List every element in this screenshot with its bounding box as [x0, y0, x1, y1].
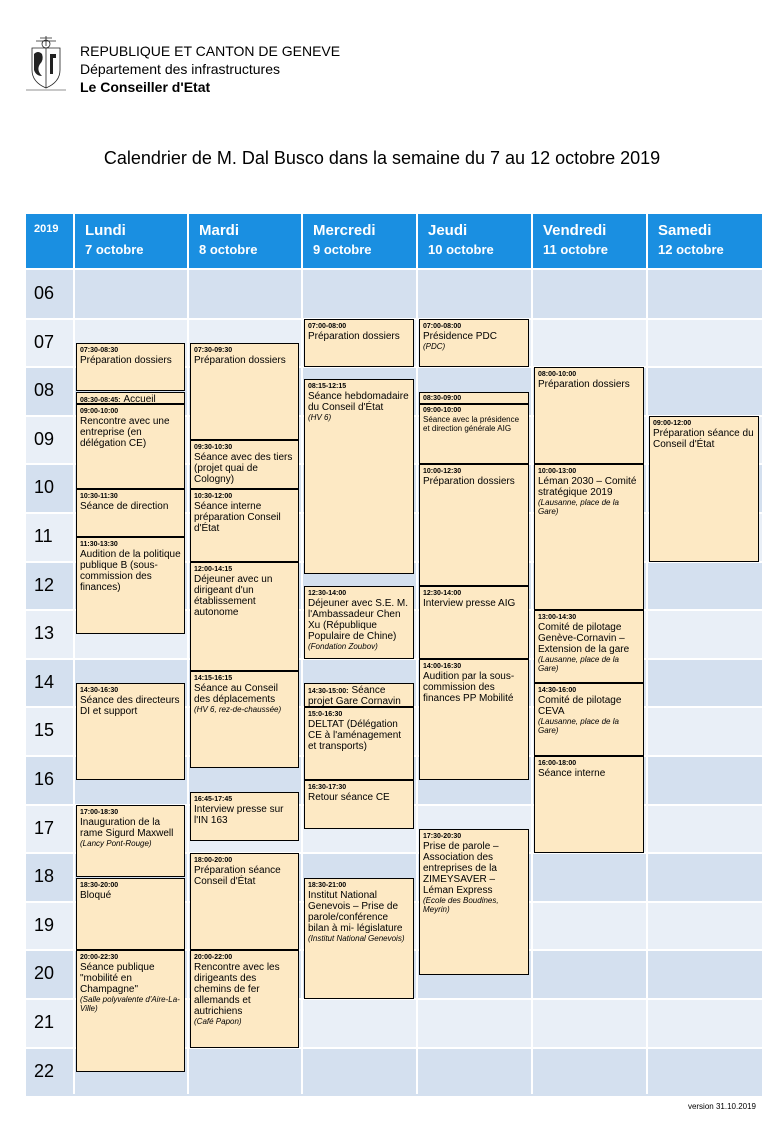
event-location: (Lausanne, place de la Gare) [538, 655, 619, 674]
day-header [188, 214, 302, 268]
event-title: Séance projet Gare Cornavin [308, 685, 401, 708]
calendar-event[interactable] [190, 671, 299, 768]
calendar-event[interactable] [304, 379, 414, 573]
calendar-event[interactable] [190, 853, 299, 950]
event-time: 10:30-12:00 [194, 492, 233, 500]
event-title: Comité de pilotage Genève-Cornavin – Extension de la gare [538, 622, 630, 656]
day-header [417, 214, 532, 268]
event-time: 10:00-12:30 [423, 468, 462, 476]
calendar-event[interactable] [190, 489, 299, 562]
day-header [74, 214, 188, 268]
event-time: 12:00-14:15 [194, 565, 233, 573]
event-location: (Salle polyvalente d'Aire-La-Ville) [80, 995, 180, 1014]
event-title: Retour séance CE [308, 792, 390, 804]
calendar-event[interactable] [76, 392, 185, 404]
hour-label: 12 [34, 574, 55, 595]
calendar-event[interactable] [534, 464, 644, 610]
header-divider [26, 268, 762, 270]
calendar-event[interactable] [649, 416, 759, 562]
event-location: (PDC) [423, 341, 446, 351]
event-time: 18:00-20:00 [194, 857, 233, 865]
event-time: 14:30-16:30 [80, 687, 119, 695]
event-location: (Institut National Genevois) [308, 933, 405, 943]
day-date: 12 octobre [658, 242, 724, 257]
hour-label: 17 [34, 817, 55, 838]
calendar-event[interactable] [534, 367, 644, 464]
event-time: 15:0-16:30 [308, 711, 343, 719]
calendar-event[interactable] [304, 780, 414, 829]
calendar-event[interactable] [76, 805, 185, 878]
event-title: Séance hebdomadaire du Conseil d'État [308, 391, 409, 414]
event-time: 07:30-08:30 [80, 346, 119, 354]
column-divider [187, 214, 189, 1094]
event-title: Accueil [123, 393, 156, 404]
column-divider [73, 214, 75, 1094]
event-time: 14:00-16:30 [423, 662, 462, 670]
calendar-event[interactable] [419, 392, 529, 404]
event-title: Préparation dossiers [423, 476, 515, 488]
column-divider [646, 214, 648, 1094]
hour-label: 08 [34, 380, 55, 401]
calendar-event[interactable] [304, 707, 414, 780]
day-name: Samedi [658, 222, 712, 239]
column-divider [531, 214, 533, 1094]
hour-label: 06 [34, 283, 55, 303]
event-title: Séance interne [538, 768, 606, 779]
event-title: Préparation dossiers [308, 330, 400, 342]
hour-label: 19 [34, 914, 55, 935]
version-label: version 31.10.2019 [687, 1102, 756, 1111]
department-line: Département des infrastructures [80, 61, 280, 77]
event-location: (Lausanne, place de la Gare) [538, 498, 619, 517]
geneva-crest-icon [22, 34, 70, 96]
column-divider [416, 214, 418, 1094]
event-title: Comité de pilotage CEVA [538, 695, 622, 718]
event-time: 18:30-20:00 [80, 881, 119, 889]
event-title: Institut National Genevois – Prise de parole/conférence bilan à mi- législature [308, 889, 403, 934]
day-name: Jeudi [428, 222, 468, 239]
event-time: 14:30-15:00: [308, 688, 349, 696]
event-time: 14:30-16:00 [538, 687, 577, 695]
event-title: Préparation séance Conseil d'État [194, 865, 281, 888]
calendar-event[interactable] [190, 440, 299, 489]
day-header [647, 214, 762, 268]
calendar-event[interactable] [76, 343, 185, 392]
calendar-event[interactable] [304, 878, 414, 1000]
calendar-event[interactable] [76, 404, 185, 489]
day-name: Lundi [85, 222, 126, 239]
event-time: 07:30-09:30 [194, 346, 233, 354]
republic-line: REPUBLIQUE ET CANTON DE GENEVE [80, 43, 341, 59]
event-time: 14:15-16:15 [194, 674, 233, 682]
event-title: Séance des directeurs DI et support [80, 695, 180, 718]
event-title: Interview presse AIG [423, 597, 516, 609]
calendar-header-row [26, 214, 762, 268]
event-title: Séance publique "mobilité en Champagne" [80, 962, 155, 996]
event-time: 08:15-12:15 [308, 383, 347, 391]
event-time: 17:30-20:30 [423, 832, 462, 840]
event-title: Inauguration de la rame Sigurd Maxwell [80, 816, 174, 839]
calendar-event[interactable] [304, 586, 414, 659]
event-time: 18:30-21:00 [308, 881, 347, 889]
event-title: Audition par la sous-commission des finances PP Mobilité [423, 670, 515, 704]
event-time: 08:30-08:45: [80, 396, 121, 404]
event-title: Préparation dossiers [194, 354, 286, 366]
day-header [302, 214, 417, 268]
day-name: Vendredi [543, 222, 607, 239]
event-title: Séance avec la présidence et direction générale AIG [423, 414, 520, 433]
event-title: DELTAT (Délégation CE à l'aménagement et transports) [308, 719, 402, 753]
event-title: Présidence PDC [423, 330, 497, 342]
event-title: Séance avec des tiers (projet quai de Cologny) [194, 452, 293, 486]
event-title: Séance au Conseil des déplacements [194, 682, 278, 705]
hour-label: 11 [34, 526, 53, 546]
event-time: 13:00-14:30 [538, 614, 577, 622]
hour-label: 09 [34, 428, 55, 449]
event-time: 20:00-22:30 [80, 954, 119, 962]
hour-label: 13 [34, 623, 55, 644]
event-title: Léman 2030 – Comité stratégique 2019 [538, 476, 637, 499]
hour-row [26, 270, 762, 319]
calendar-event[interactable] [419, 659, 529, 781]
calendar-event[interactable] [304, 319, 414, 368]
day-date: 9 octobre [313, 242, 372, 257]
event-location: (Café Papon) [194, 1017, 242, 1027]
day-date: 7 octobre [85, 242, 144, 257]
calendar-event[interactable] [76, 683, 185, 780]
event-title: Séance de direction [80, 500, 169, 512]
event-time: 07:00-08:00 [423, 322, 462, 330]
event-location: (Ecole des Boudines, Meyrin) [423, 895, 499, 914]
event-title: Prise de parole – Association des entreprises de la ZIMEYSAVER – Léman Express [423, 840, 499, 896]
event-title: Séance interne préparation Conseil d'État [194, 500, 281, 534]
event-time: 10:00-13:00 [538, 468, 577, 476]
event-time: 10:30-11:30 [80, 492, 118, 500]
event-location: (HV 6) [308, 413, 332, 423]
calendar-event[interactable] [190, 950, 299, 1047]
calendar-grid [26, 214, 762, 1094]
day-date: 11 octobre [543, 242, 609, 257]
calendar-event[interactable] [190, 343, 299, 440]
event-title: Préparation dossiers [80, 354, 172, 366]
event-location: (HV 6, rez-de-chaussée) [194, 704, 282, 714]
event-title: Préparation séance du Conseil d'État [653, 427, 754, 450]
event-time: 16:30-17:30 [308, 784, 347, 792]
event-time: 16:45-17:45 [194, 796, 233, 804]
calendar-event[interactable] [76, 537, 185, 634]
day-name: Mardi [199, 222, 240, 239]
event-time: 11:30-13:30 [80, 541, 118, 549]
calendar-event[interactable] [419, 319, 529, 368]
calendar-event[interactable] [190, 792, 299, 841]
hour-label: 14 [34, 671, 55, 692]
hour-label: 10 [34, 477, 55, 498]
hour-label: 07 [34, 331, 55, 352]
calendar-event[interactable] [419, 586, 529, 659]
event-time: 17:00-18:30 [80, 808, 119, 816]
calendar-event[interactable] [419, 404, 529, 465]
day-header [532, 214, 647, 268]
calendar-event[interactable] [534, 756, 644, 853]
event-title: Déjeuner avec un dirigeant d'un établissement autonome [194, 573, 273, 618]
event-title: Déjeuner avec S.E. M. l'Ambassadeur Chen Xu (République Populaire de Chine) [308, 597, 409, 642]
calendar-event[interactable] [304, 683, 414, 707]
event-title: Préparation dossiers [538, 379, 630, 391]
calendar-event[interactable] [190, 562, 299, 671]
year-label: 2019 [34, 223, 59, 235]
event-title: Audition de la politique publique B (sous-commission des finances) [80, 549, 181, 594]
calendar-event[interactable] [534, 610, 644, 683]
event-location: (Lancy Pont-Rouge) [80, 838, 152, 848]
calendar-event[interactable] [534, 683, 644, 756]
calendar-event[interactable] [76, 489, 185, 538]
day-name: Mercredi [313, 222, 376, 239]
page-title: Calendrier de M. Dal Busco dans la semaine du 7 au 12 octobre 2019 [103, 148, 661, 168]
calendar-event[interactable] [76, 878, 185, 951]
hour-label: 16 [34, 769, 55, 789]
event-time: 09:00-10:00 [80, 407, 119, 415]
event-title: Rencontre avec une entreprise (en délégation CE) [80, 415, 170, 449]
hour-label: 18 [34, 866, 55, 887]
calendar-event[interactable] [76, 950, 185, 1072]
hour-label: 21 [34, 1012, 55, 1032]
event-title: Bloqué [80, 889, 112, 901]
event-time: 09:00-12:00 [653, 419, 692, 427]
event-time: 16:00-18:00 [538, 760, 577, 767]
event-time: 12:30-14:00 [308, 589, 347, 597]
event-time: 08:30-09:00 [423, 394, 462, 402]
event-time: 20:00-22:00 [194, 954, 233, 962]
hour-label: 20 [34, 963, 55, 984]
day-date: 8 octobre [199, 242, 258, 257]
event-time: 09:00-10:00 [423, 406, 462, 414]
councillor-line: Le Conseiller d'Etat [80, 79, 211, 95]
event-time: 12:30-14:00 [423, 589, 462, 597]
day-date: 10 octobre [428, 242, 494, 257]
event-title: Rencontre avec les dirigeants des chemins de fer allemands et autrichiens [194, 962, 280, 1018]
event-title: Interview presse sur l'IN 163 [194, 804, 284, 827]
column-divider [301, 214, 303, 1094]
event-time: 09:30-10:30 [194, 444, 233, 452]
hour-label: 22 [34, 1060, 55, 1081]
event-location: (Lausanne, place de la Gare) [538, 717, 619, 736]
event-time: 08:00-10:00 [538, 371, 577, 379]
event-time: 07:00-08:00 [308, 322, 347, 330]
event-location: (Fondation Zoubov) [308, 641, 378, 651]
calendar-event[interactable] [419, 829, 529, 975]
hour-label: 15 [34, 720, 55, 741]
calendar-event[interactable] [419, 464, 529, 586]
